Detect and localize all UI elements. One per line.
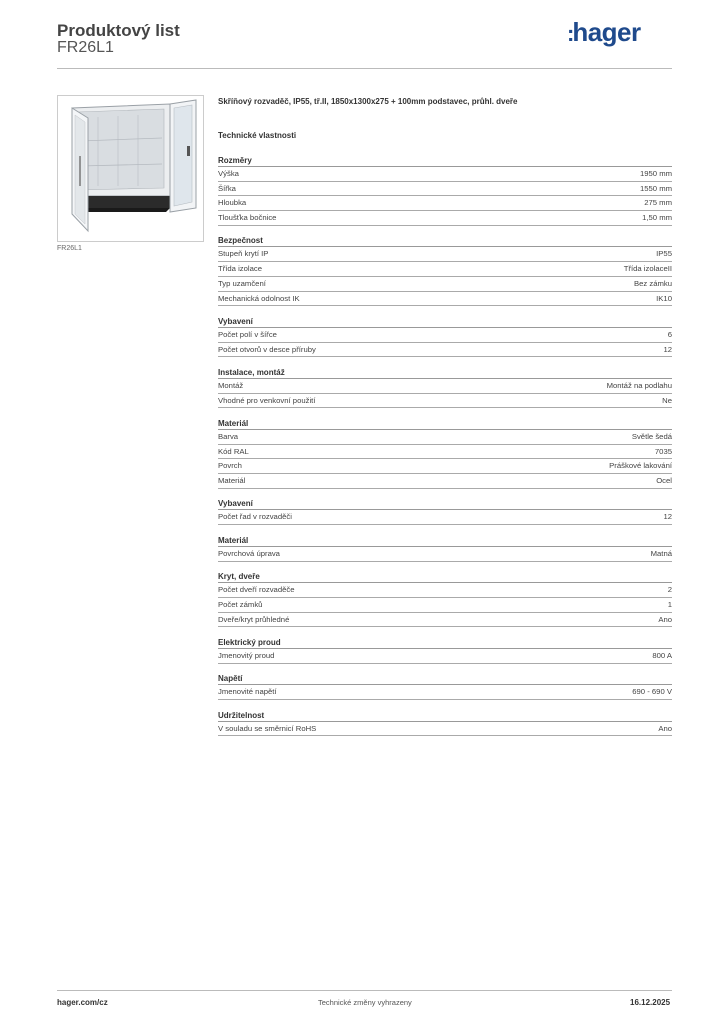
spec-group-title: Rozměry <box>218 155 672 167</box>
spec-value: 690 - 690 V <box>632 687 672 697</box>
spec-row <box>218 182 672 197</box>
spec-group <box>218 418 672 489</box>
spec-label: Počet dveří rozvaděče <box>218 585 295 595</box>
spec-row <box>218 598 672 613</box>
spec-row <box>218 445 672 460</box>
spec-group-title: Bezpečnost <box>218 235 672 247</box>
spec-group <box>218 571 672 627</box>
spec-label: Kód RAL <box>218 446 249 456</box>
spec-label: Stupeň krytí IP <box>218 249 269 259</box>
spec-row <box>218 277 672 292</box>
spec-value: 1,50 mm <box>642 213 672 223</box>
spec-row <box>218 343 672 358</box>
spec-label: Počet zámků <box>218 599 263 609</box>
spec-row <box>218 167 672 182</box>
spec-row <box>218 649 672 664</box>
spec-row <box>218 459 672 474</box>
spec-group <box>218 498 672 525</box>
spec-label: V souladu se směrnicí RoHS <box>218 723 317 733</box>
spec-group <box>218 535 672 562</box>
spec-group-title: Vybavení <box>218 316 672 328</box>
spec-value: 275 mm <box>644 198 672 208</box>
spec-value: Práškové lakování <box>609 461 672 471</box>
spec-group <box>218 673 672 700</box>
spec-group-title: Vybavení <box>218 498 672 510</box>
spec-value: 12 <box>663 344 672 354</box>
spec-row <box>218 583 672 598</box>
spec-row <box>218 430 672 445</box>
spec-value: Ocel <box>656 476 672 486</box>
spec-group <box>218 235 672 306</box>
spec-group-title: Elektrický proud <box>218 637 672 649</box>
spec-label: Barva <box>218 432 239 441</box>
spec-label: Povrch <box>218 461 242 471</box>
image-caption: FR26L1 <box>57 245 82 252</box>
spec-label: Výška <box>218 169 239 178</box>
footer-divider <box>57 990 672 991</box>
spec-label: Povrchová úprava <box>218 548 280 558</box>
spec-label: Šířka <box>218 183 236 193</box>
product-image <box>57 95 204 242</box>
spec-label: Mechanická odolnost IK <box>218 293 300 303</box>
logo-dots-icon: : <box>567 21 573 46</box>
spec-value: 7035 <box>654 446 672 456</box>
hager-logo[interactable] <box>567 17 641 48</box>
spec-row <box>218 328 672 343</box>
spec-value: 800 A <box>652 650 672 660</box>
spec-group-title: Kryt, dveře <box>218 571 672 583</box>
spec-value: Ne <box>662 395 672 405</box>
spec-group-title: Materiál <box>218 418 672 430</box>
spec-label: Materiál <box>218 476 246 486</box>
header-divider <box>57 68 672 69</box>
spec-row <box>218 292 672 307</box>
spec-row <box>218 474 672 489</box>
spec-row <box>218 379 672 394</box>
specification-list <box>218 155 672 746</box>
product-code: FR26L1 <box>57 39 114 56</box>
logo-text: hager <box>572 17 641 47</box>
footer-notice: Technické změny vyhrazeny <box>318 998 412 1007</box>
spec-value: Matná <box>650 548 672 558</box>
spec-label: Třída izolace <box>218 264 263 274</box>
spec-label: Vhodné pro venkovní použití <box>218 395 316 405</box>
spec-value: IP55 <box>656 249 672 259</box>
spec-row <box>218 547 672 562</box>
spec-row <box>218 613 672 628</box>
footer-date: 16.12.2025 <box>630 998 671 1007</box>
spec-label: Dveře/kryt průhledné <box>218 614 290 624</box>
spec-group-title: Instalace, montáž <box>218 367 672 379</box>
distribution-cabinet-icon <box>58 96 203 241</box>
spec-label: Jmenovité napětí <box>218 687 277 697</box>
spec-label: Typ uzamčení <box>218 278 266 288</box>
spec-value: Ano <box>658 723 672 733</box>
spec-row <box>218 211 672 226</box>
spec-value: Bez zámku <box>633 278 672 288</box>
spec-label: Počet otvorů v desce příruby <box>218 344 316 354</box>
spec-value: 12 <box>663 512 672 522</box>
spec-group <box>218 710 672 737</box>
spec-label: Tloušťka bočnice <box>218 213 277 223</box>
spec-group <box>218 316 672 357</box>
spec-value: Třída izolaceII <box>623 264 672 274</box>
spec-value: Světle šedá <box>631 432 672 441</box>
spec-value: Montáž na podlahu <box>606 380 672 390</box>
spec-label: Hloubka <box>218 198 247 208</box>
spec-value: Ano <box>658 614 672 624</box>
product-description: Skříňový rozvaděč, IP55, tř.II, 1850x1300x275 + 100mm podstavec, průhl. dveře <box>218 97 518 106</box>
spec-value: 6 <box>667 329 672 339</box>
spec-group <box>218 637 672 664</box>
spec-label: Jmenovitý proud <box>218 650 275 660</box>
spec-row <box>218 196 672 211</box>
spec-label: Montáž <box>218 380 244 390</box>
spec-value: 1950 mm <box>639 169 672 178</box>
spec-value: IK10 <box>656 293 672 303</box>
spec-label: Počet řad v rozvaděči <box>218 512 292 522</box>
spec-row <box>218 510 672 525</box>
spec-label: Počet polí v šířce <box>218 329 277 339</box>
spec-group-title: Udržitelnost <box>218 710 672 722</box>
page-title: Produktový list <box>57 21 180 40</box>
spec-group-title: Materiál <box>218 535 672 547</box>
spec-row <box>218 722 672 737</box>
spec-row <box>218 394 672 409</box>
spec-group-title: Napětí <box>218 673 672 685</box>
spec-row <box>218 685 672 700</box>
spec-row <box>218 262 672 277</box>
spec-value: 1550 mm <box>639 183 672 193</box>
section-title: Technické vlastnosti <box>218 131 297 140</box>
spec-value: 1 <box>667 599 672 609</box>
spec-row <box>218 247 672 262</box>
spec-group <box>218 155 672 226</box>
spec-group <box>218 367 672 408</box>
spec-value: 2 <box>667 585 672 595</box>
footer-website-link[interactable]: hager.com/cz <box>57 998 108 1007</box>
